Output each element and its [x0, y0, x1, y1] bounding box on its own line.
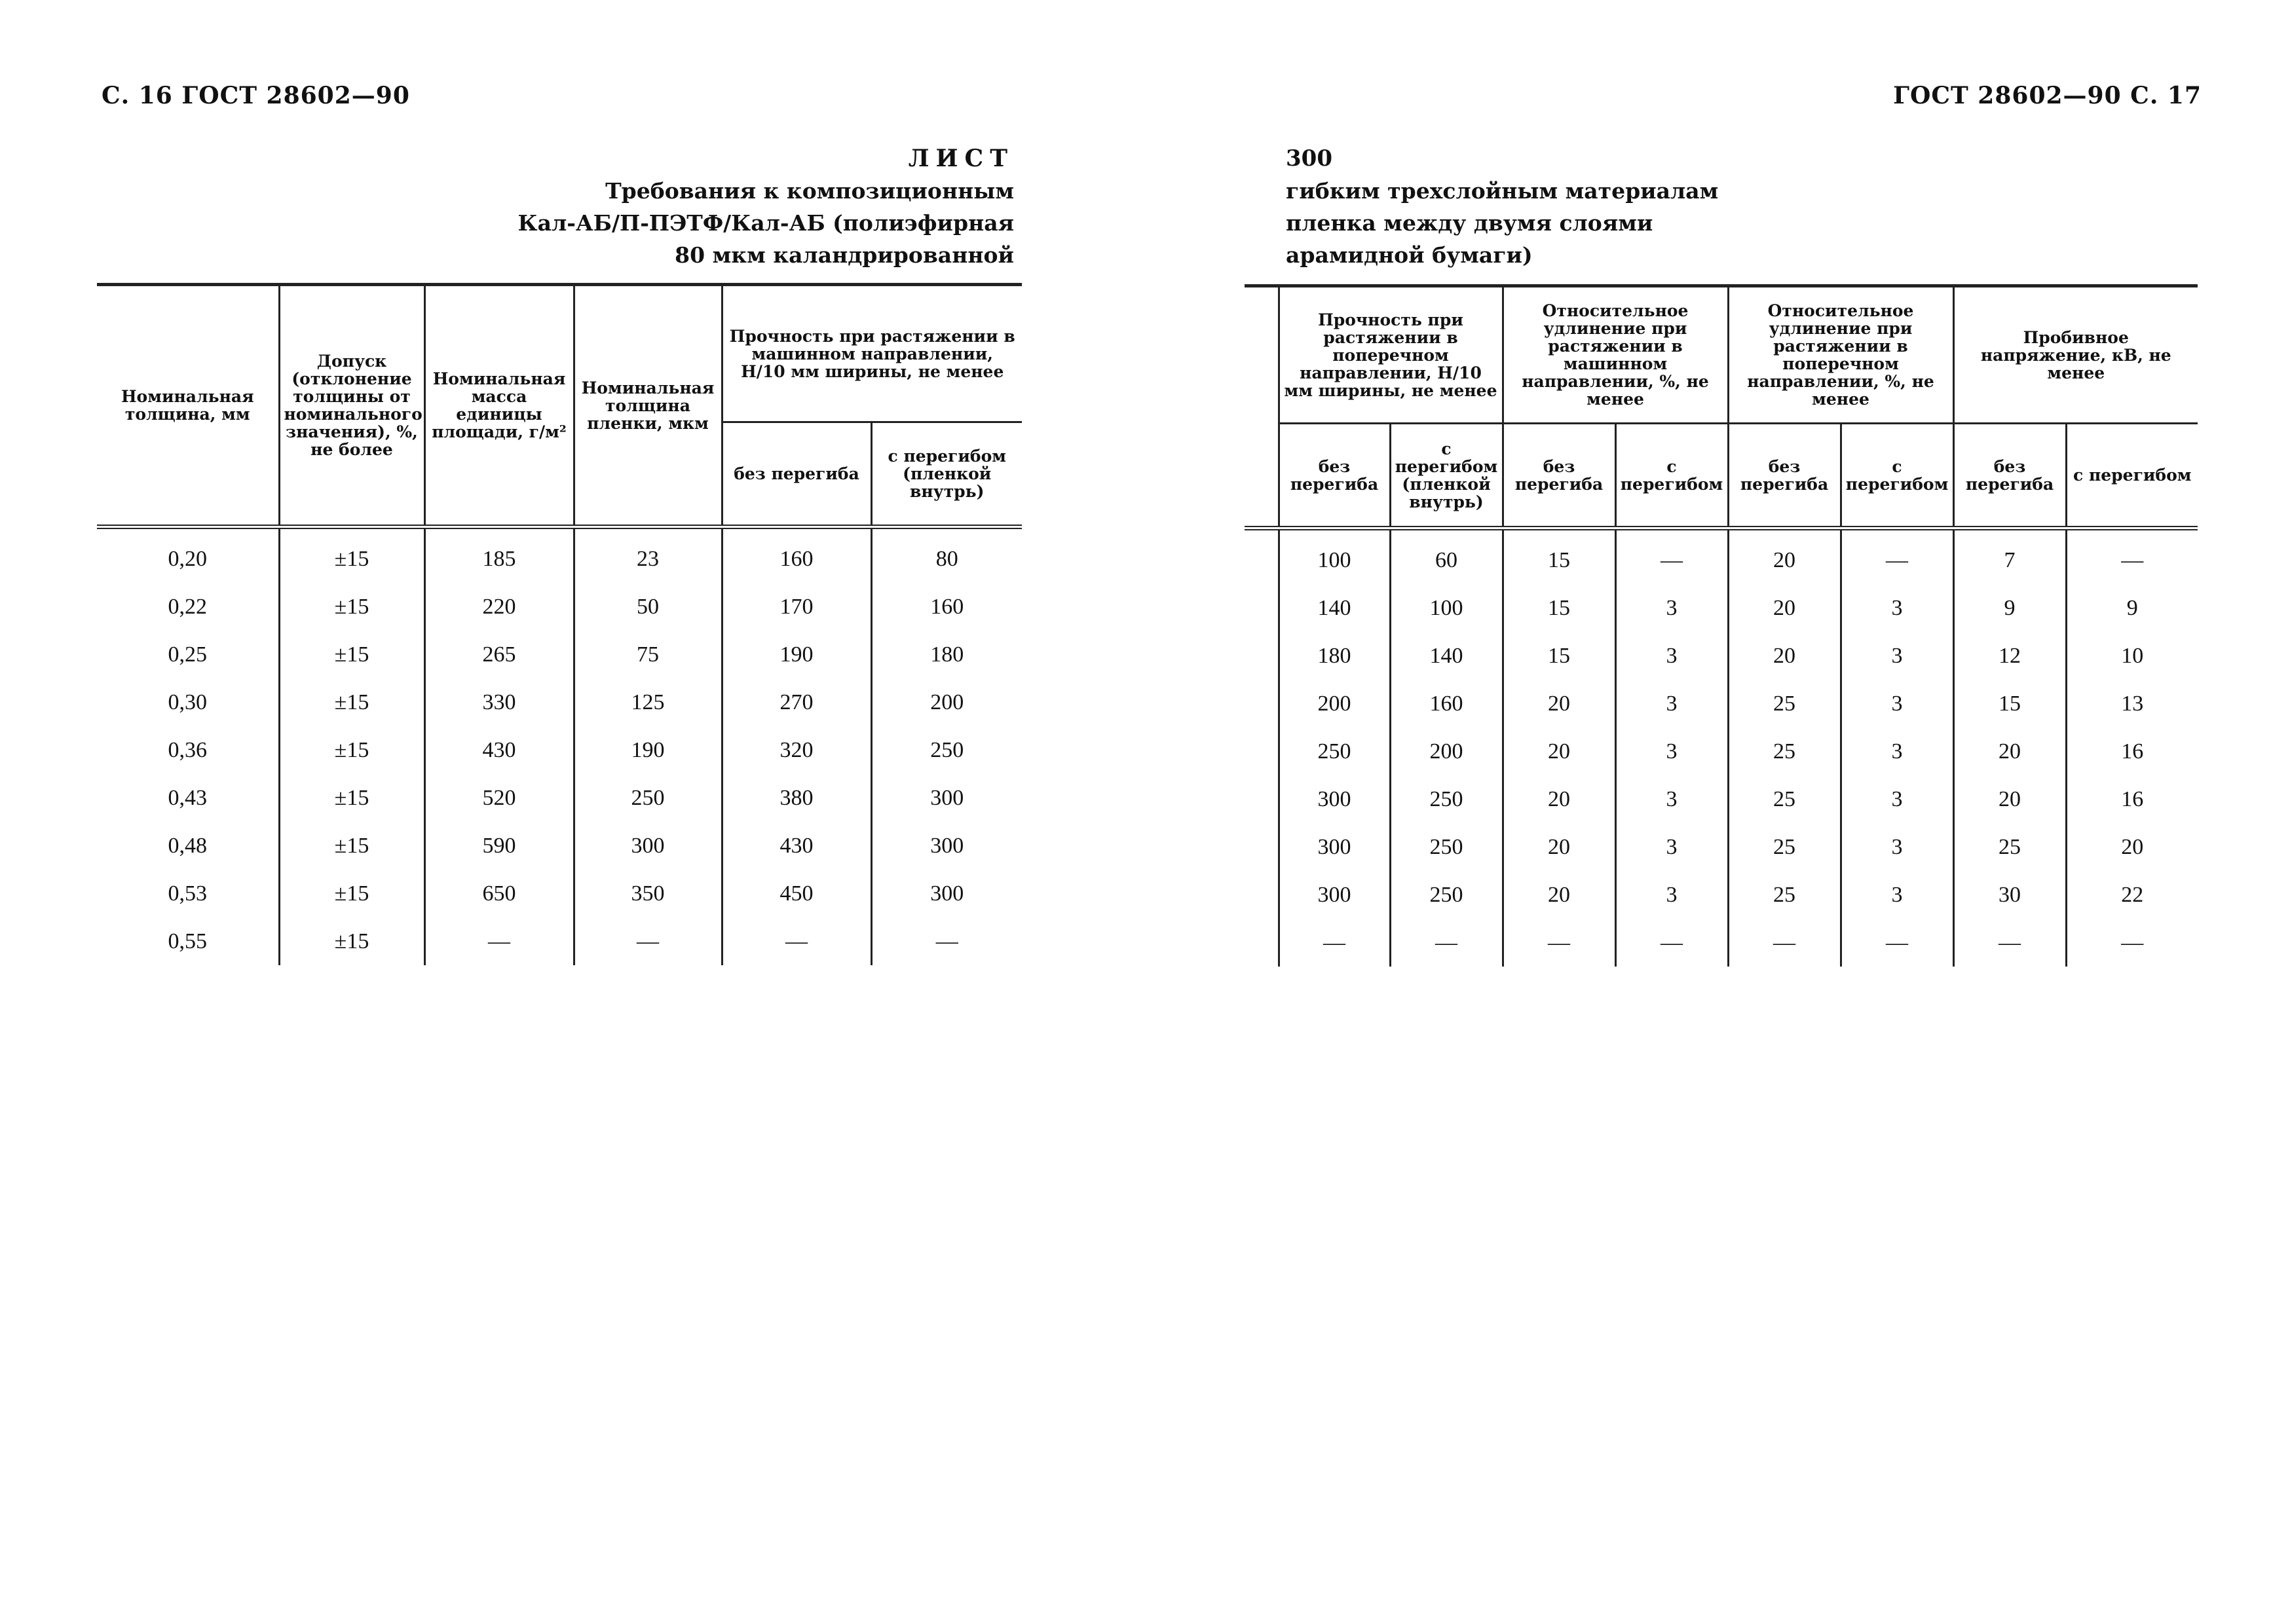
- table-cell: 20: [1953, 775, 2066, 823]
- table-cell: 250: [1390, 823, 1503, 871]
- table-cell: —: [722, 917, 871, 965]
- sheet-label: ЛИСТ: [908, 145, 1014, 172]
- table-cell: 10: [2066, 632, 2198, 680]
- table-cell: 25: [1728, 680, 1841, 728]
- table-cell: 20: [2066, 823, 2198, 871]
- table-cell: 20: [1728, 632, 1841, 680]
- table-cell: 3: [1615, 823, 1728, 871]
- right-title-line: пленка между двумя слоями: [1286, 210, 1653, 236]
- table-cell: 16: [2066, 775, 2198, 823]
- table-cell: 170: [722, 583, 871, 631]
- table-cell: —: [1390, 919, 1503, 967]
- header-without-bend: без перегиба: [1503, 424, 1615, 528]
- table-cell: 12: [1953, 632, 2066, 680]
- table-cell: 3: [1615, 728, 1728, 775]
- table-cell: 250: [1390, 871, 1503, 919]
- left-requirements-table: [97, 283, 1022, 965]
- table-row: [1245, 871, 2198, 919]
- table-cell: 300: [871, 822, 1022, 870]
- table-row: [1245, 584, 2198, 632]
- table-cell: 20: [1503, 871, 1615, 919]
- table-cell: 60: [1390, 528, 1503, 585]
- left-table-body: [97, 527, 1022, 966]
- table-row: [1245, 728, 2198, 775]
- table-cell: 20: [1503, 680, 1615, 728]
- table-row: [97, 527, 1022, 583]
- table-row: [1245, 823, 2198, 871]
- table-cell: 265: [424, 631, 574, 678]
- table-row: [97, 726, 1022, 774]
- table-cell: 180: [871, 631, 1022, 678]
- table-cell: 3: [1841, 728, 1953, 775]
- table-row: [97, 870, 1022, 917]
- table-cell: 20: [1503, 728, 1615, 775]
- header-without-bend: без перегиба: [1728, 424, 1841, 528]
- header-strength-machine: Прочность при растяжении в машинном направлении, Н/10 мм ширины, не менее: [722, 285, 1022, 422]
- header-strength-cross: Прочность при растяжении в поперечном направлении, Н/10 мм ширины, не менее: [1279, 286, 1503, 424]
- table-cell: 25: [1728, 775, 1841, 823]
- table-cell: ±15: [279, 774, 424, 822]
- table-row: [97, 678, 1022, 726]
- table-cell: 3: [1841, 632, 1953, 680]
- table-cell: 650: [424, 870, 574, 917]
- spacer-cell: [1245, 728, 1279, 775]
- table-row: [97, 822, 1022, 870]
- table-cell: 520: [424, 774, 574, 822]
- header-tolerance: Допуск (отклонение толщины от номинального значения), %, не более: [279, 285, 424, 527]
- table-cell: 180: [1279, 632, 1390, 680]
- table-cell: —: [871, 917, 1022, 965]
- header-with-bend: с перегибом: [2066, 424, 2198, 528]
- table-cell: 20: [1503, 823, 1615, 871]
- spacer-cell: [1245, 823, 1279, 871]
- header-elongation-cross: Относительное удлинение при растяжении в поперечном направлении, %, не менее: [1728, 286, 1953, 424]
- table-cell: —: [2066, 528, 2198, 585]
- table-cell: 125: [574, 678, 722, 726]
- table-cell: 0,22: [168, 594, 207, 619]
- table-cell: 0,25: [168, 642, 207, 667]
- table-cell: 0,30: [168, 690, 207, 714]
- table-cell: —: [1728, 919, 1841, 967]
- header-with-bend: с перегибом: [1615, 424, 1728, 528]
- table-cell: ±15: [279, 917, 424, 965]
- right-title-number: 300: [1286, 145, 1332, 172]
- table-row: [1245, 919, 2198, 967]
- table-cell: 300: [574, 822, 722, 870]
- table-row: [1245, 775, 2198, 823]
- table-cell: 50: [574, 583, 722, 631]
- table-cell: 430: [424, 726, 574, 774]
- table-row: [1245, 528, 2198, 585]
- table-row: [97, 917, 1022, 965]
- table-cell: 160: [722, 527, 871, 583]
- table-cell: 15: [1953, 680, 2066, 728]
- table-cell: 200: [871, 678, 1022, 726]
- right-title-block: [1286, 143, 1875, 271]
- header-without-bend: без перегиба: [722, 422, 871, 527]
- table-cell: 80: [871, 527, 1022, 583]
- table-cell: 250: [871, 726, 1022, 774]
- table-cell: 0,43: [168, 785, 207, 810]
- table-cell: —: [574, 917, 722, 965]
- table-cell: ±15: [279, 870, 424, 917]
- table-cell: 7: [1953, 528, 2066, 585]
- table-cell: 250: [574, 774, 722, 822]
- table-cell: —: [1503, 919, 1615, 967]
- table-cell: 300: [871, 774, 1022, 822]
- header-with-bend: с перегибом: [1841, 424, 1953, 528]
- header-with-bend: с перегибом (пленкой внутрь): [871, 422, 1022, 527]
- table-cell: 3: [1841, 584, 1953, 632]
- table-cell: 160: [1390, 680, 1503, 728]
- spacer-cell: [1245, 775, 1279, 823]
- spacer-cell: [1245, 584, 1279, 632]
- table-cell: 350: [574, 870, 722, 917]
- table-cell: 250: [1390, 775, 1503, 823]
- table-cell: 300: [1279, 823, 1390, 871]
- table-cell: 3: [1841, 680, 1953, 728]
- table-cell: 22: [2066, 871, 2198, 919]
- header-nominal-mass: Номинальная масса единицы площади, г/м²: [424, 285, 574, 527]
- table-cell: —: [424, 917, 574, 965]
- table-cell: 320: [722, 726, 871, 774]
- table-cell: —: [1841, 919, 1953, 967]
- right-table-body: [1245, 528, 2198, 967]
- table-cell: 220: [424, 583, 574, 631]
- header-with-bend-film: с перегибом (пленкой внутрь): [1390, 424, 1503, 528]
- table-row: [97, 583, 1022, 631]
- right-title-line: гибким трехслойным материалам: [1286, 178, 1719, 204]
- spacer-cell: [1245, 632, 1279, 680]
- table-cell: 430: [722, 822, 871, 870]
- right-requirements-table: [1245, 284, 2198, 967]
- table-cell: 185: [424, 527, 574, 583]
- left-title-line: Кал-АБ/П-ПЭТФ/Кал-АБ (полиэфирная: [517, 210, 1014, 236]
- table-cell: 15: [1503, 584, 1615, 632]
- table-cell: 3: [1841, 823, 1953, 871]
- right-title-line: арамидной бумаги): [1286, 242, 1533, 268]
- spacer-cell: [1245, 919, 1279, 967]
- table-cell: 270: [722, 678, 871, 726]
- table-cell: 75: [574, 631, 722, 678]
- table-cell: —: [1841, 528, 1953, 585]
- header-elongation-machine: Относительное удлинение при растяжении в машинном направлении, %, не менее: [1503, 286, 1728, 424]
- table-cell: 300: [871, 870, 1022, 917]
- table-cell: 20: [1728, 584, 1841, 632]
- table-cell: —: [1615, 528, 1728, 585]
- table-cell: 100: [1390, 584, 1503, 632]
- header-without-bend: без перегиба: [1953, 424, 2066, 528]
- table-cell: —: [2066, 919, 2198, 967]
- table-cell: 3: [1615, 871, 1728, 919]
- table-cell: ±15: [279, 726, 424, 774]
- table-cell: ±15: [279, 527, 424, 583]
- table-cell: 25: [1728, 823, 1841, 871]
- table-cell: 9: [1953, 584, 2066, 632]
- table-cell: 25: [1953, 823, 2066, 871]
- left-title-line: 80 мкм каландрированной: [675, 242, 1014, 268]
- table-cell: 200: [1279, 680, 1390, 728]
- table-row: [97, 631, 1022, 678]
- table-cell: 0,53: [168, 881, 207, 906]
- table-cell: 23: [574, 527, 722, 583]
- table-cell: 300: [1279, 775, 1390, 823]
- table-cell: 0,55: [168, 929, 207, 953]
- table-row: [1245, 632, 2198, 680]
- table-cell: 20: [1953, 728, 2066, 775]
- table-cell: 13: [2066, 680, 2198, 728]
- table-cell: 590: [424, 822, 574, 870]
- table-cell: ±15: [279, 631, 424, 678]
- table-cell: 190: [722, 631, 871, 678]
- table-cell: 3: [1615, 632, 1728, 680]
- table-cell: ±15: [279, 583, 424, 631]
- table-cell: 250: [1279, 728, 1390, 775]
- header-film-thickness: Номинальная толщина пленки, мкм: [574, 285, 722, 527]
- spacer-cell: [1245, 528, 1279, 585]
- table-cell: —: [1615, 919, 1728, 967]
- table-cell: 9: [2066, 584, 2198, 632]
- table-cell: 140: [1279, 584, 1390, 632]
- header-breakdown-voltage: Пробивное напряжение, кВ, не менее: [1953, 286, 2198, 424]
- table-cell: 25: [1728, 871, 1841, 919]
- spacer-cell: [1245, 680, 1279, 728]
- table-cell: 3: [1841, 871, 1953, 919]
- table-cell: 20: [1728, 528, 1841, 585]
- table-cell: 300: [1279, 871, 1390, 919]
- table-cell: 140: [1390, 632, 1503, 680]
- table-cell: 25: [1728, 728, 1841, 775]
- table-cell: 3: [1615, 584, 1728, 632]
- table-cell: 380: [722, 774, 871, 822]
- table-row: [97, 774, 1022, 822]
- left-title-block: [459, 143, 1014, 271]
- table-cell: 30: [1953, 871, 2066, 919]
- table-cell: 3: [1615, 680, 1728, 728]
- running-head-right: ГОСТ 28602—90 С. 17: [1893, 82, 2202, 109]
- table-cell: 450: [722, 870, 871, 917]
- header-spacer: [1245, 286, 1279, 528]
- table-cell: 330: [424, 678, 574, 726]
- table-cell: 0,48: [168, 833, 207, 858]
- table-cell: —: [1279, 919, 1390, 967]
- table-cell: ±15: [279, 678, 424, 726]
- header-without-bend: без перегиба: [1279, 424, 1390, 528]
- table-cell: —: [1953, 919, 2066, 967]
- table-cell: 0,36: [168, 737, 207, 762]
- table-cell: 3: [1841, 775, 1953, 823]
- table-cell: ±15: [279, 822, 424, 870]
- table-cell: 15: [1503, 528, 1615, 585]
- table-row: [1245, 680, 2198, 728]
- table-cell: 20: [1503, 775, 1615, 823]
- table-cell: 15: [1503, 632, 1615, 680]
- table-cell: 100: [1279, 528, 1390, 585]
- running-head-left: С. 16 ГОСТ 28602—90: [102, 82, 410, 109]
- spacer-cell: [1245, 871, 1279, 919]
- table-cell: 200: [1390, 728, 1503, 775]
- table-cell: 16: [2066, 728, 2198, 775]
- table-cell: 190: [574, 726, 722, 774]
- table-cell: 160: [871, 583, 1022, 631]
- table-cell: 0,20: [168, 546, 207, 571]
- table-cell: 3: [1615, 775, 1728, 823]
- header-nominal-thickness: Номинальная толщина, мм: [97, 285, 279, 527]
- left-title-line: Требования к композиционным: [605, 178, 1014, 204]
